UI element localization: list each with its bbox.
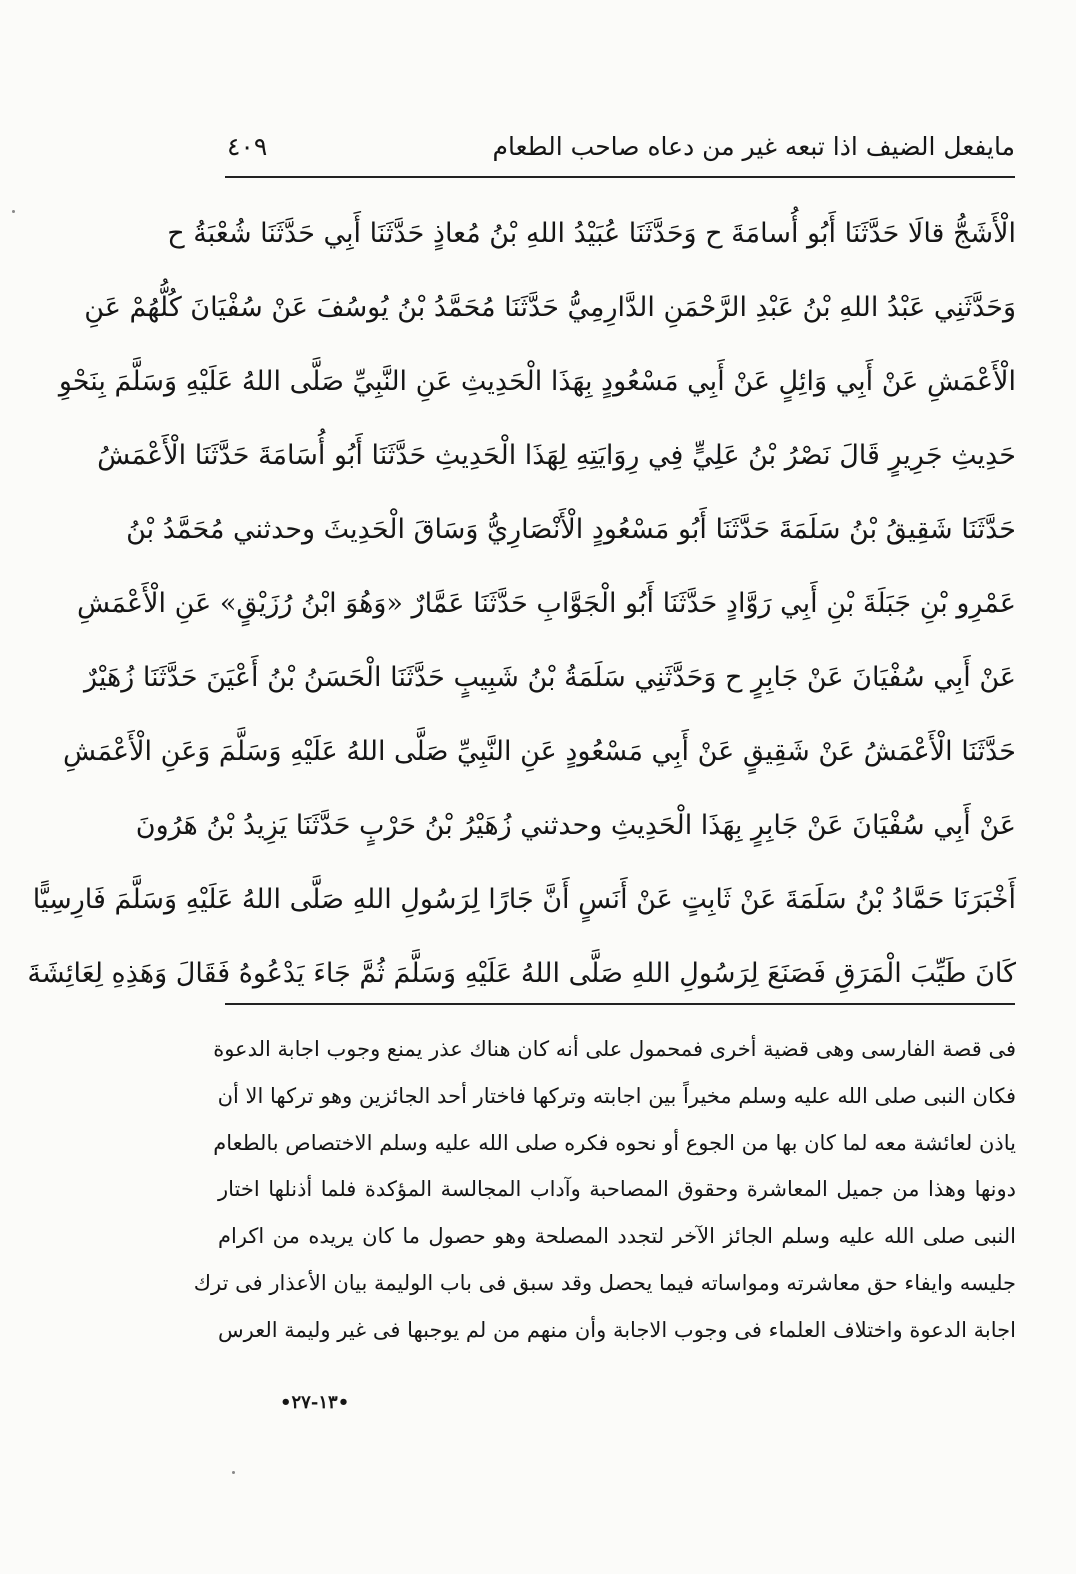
commentary-line: فكان النبى صلى الله عليه وسلم مخيراً بين اجابته وتركها فاختار أحد الجائزين وهو تركها الا أن <box>217 1083 1016 1108</box>
header-rule <box>225 176 1015 178</box>
hadith-text <box>27 185 1016 999</box>
commentary-line: النبى صلى الله عليه وسلم الجائز الآخر لتجدد المصلحة وهو حصول ما كان يريده من اكرام <box>218 1224 1016 1249</box>
hadith-line: الْأَشَجُّ قالَا حَدَّثَنَا أَبُو أُسامَةَ ح وَحَدَّثَنَا عُبَيْدُ اللهِ بْنُ مُعاذٍ حَدَّثَنَا أَبِي حَدَّثَنَا شُعْبَةُ ح <box>167 218 1016 249</box>
hadith-line: حَدَّثَنَا شَقِيقُ بْنُ سَلَمَةَ حَدَّثَنَا أَبُو مَسْعُودٍ الْأَنْصَارِيُّ وَسَاقَ الْحَدِيثَ وحدثني مُحَمَّدُ بْنُ <box>126 514 1016 545</box>
hadith-line: حَدَّثَنَا الْأَعْمَشُ عَنْ شَقِيقٍ عَنْ أَبِي مَسْعُودٍ عَنِ النَّبِيِّ صَلَّى اللهُ عَلَيْهِ وَسَلَّمَ وَعَنِ الْأَعْمَشِ <box>63 736 1016 767</box>
signature-mark: •١٣-٢٧• <box>280 1392 350 1413</box>
chapter-title: مايفعل الضيف اذا تبعه غير من دعاه صاحب الطعام <box>492 132 1015 161</box>
running-header <box>225 128 1015 172</box>
hadith-line: حَدِيثِ جَرِيرٍ قَالَ نَصْرُ بْنُ عَلِيٍّ فِي رِوَايَتِهِ لِهَذَا الْحَدِيثِ حَدَّثَنَا أَبُو أُسَامَةَ حَدَّثَنَا الْأَعْمَشُ <box>97 440 1016 471</box>
commentary-line: دونها وهذا من جميل المعاشرة وحقوق المصاحبة وآداب المجالسة المؤكدة فلما أذنلها اختار <box>218 1177 1016 1202</box>
scan-speck <box>232 1471 235 1474</box>
hadith-line: عَمْرِو بْنِ جَبَلَةَ بْنِ أَبِي رَوَّادٍ حَدَّثَنَا أَبُو الْجَوَّابِ حَدَّثَنَا عَمَّارٌ «وَهُوَ ابْنُ رُزَيْقٍ» عَنِ الْأَعْمَشِ <box>76 588 1016 619</box>
hadith-line: أَخْبَرَنَا حَمَّادُ بْنُ سَلَمَةَ عَنْ ثَابِتٍ عَنْ أَنَسٍ أَنَّ جَارًا لِرَسُولِ اللهِ صَلَّى اللهُ عَلَيْهِ وَسَلَّمَ فَارِسِيًّا <box>32 884 1016 915</box>
commentary-text <box>193 1018 1016 1346</box>
hadith-line: كَانَ طَيِّبَ الْمَرَقِ فَصَنَعَ لِرَسُولِ اللهِ صَلَّى اللهُ عَلَيْهِ وَسَلَّمَ ثُمَّ جَاءَ يَدْعُوهُ فَقَالَ وَهَذِهِ لِعَائِشَةَ <box>27 958 1016 989</box>
hadith-line: الْأَعْمَشِ عَنْ أَبِي وَائِلٍ عَنْ أَبِي مَسْعُودٍ بِهَذَا الْحَدِيثِ عَنِ النَّبِيِّ صَلَّى اللهُ عَلَيْهِ وَسَلَّمَ بِنَحْوِ <box>58 366 1016 397</box>
page-number: ٤٠٩ <box>227 132 268 161</box>
commentary-line: جليسه وايفاء حق معاشرته ومواساته فيما يحصل وقد سبق فى باب الوليمة بيان الأعذار فى ترك <box>193 1270 1016 1295</box>
commentary-line: اجابة الدعوة واختلاف العلماء فى وجوب الاجابة وأن منهم من لم يوجبها فى غير وليمة العرس <box>218 1317 1016 1342</box>
commentary-line: ياذن لعائشة معه لما كان بها من الجوع أو نحوه فكره صلى الله عليه وسلم الاختصاص بالطعام <box>213 1130 1016 1155</box>
hadith-line: عَنْ أَبِي سُفْيَانَ عَنْ جَابِرٍ بِهَذَا الْحَدِيثِ وحدثني زُهَيْرُ بْنُ حَرْبٍ حَدَّثَنَا يَزِيدُ بْنُ هَرُونَ <box>135 810 1016 841</box>
hadith-line: وَحَدَّثَنِي عَبْدُ اللهِ بْنُ عَبْدِ الرَّحْمَنِ الدَّارِمِيُّ حَدَّثَنَا مُحَمَّدُ بْنُ يُوسُفَ عَنْ سُفْيَانَ كُلُّهُمْ عَنِ <box>84 292 1016 323</box>
commentary-line: فى قصة الفارسى وهى قضية أخرى فمحمول على أنه كان هناك عذر يمنع وجوب اجابة الدعوة <box>213 1037 1016 1061</box>
commentary-rule <box>225 1003 1015 1005</box>
hadith-line: عَنْ أَبِي سُفْيَانَ عَنْ جَابِرٍ ح وَحَدَّثَنِي سَلَمَةُ بْنُ شَبِيبٍ حَدَّثَنَا الْحَسَنُ بْنُ أَعْيَنَ حَدَّثَنَا زُهَيْرٌ <box>83 662 1016 693</box>
scan-speck <box>12 210 15 213</box>
